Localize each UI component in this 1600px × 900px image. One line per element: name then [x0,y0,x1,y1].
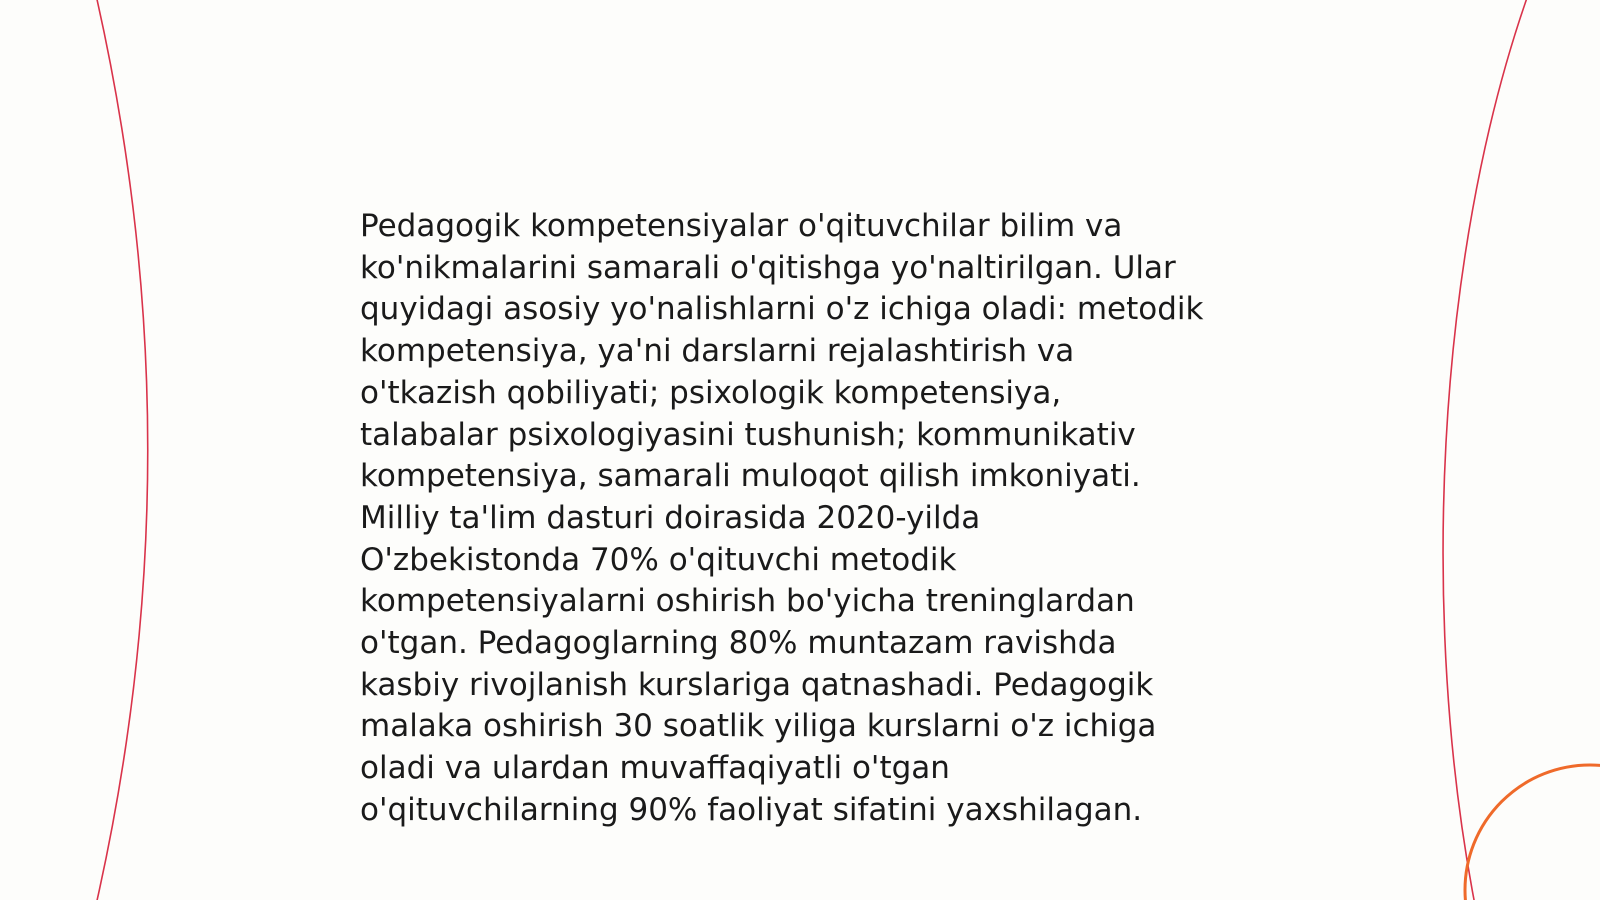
text-line: Milliy ta'lim dasturi doirasida 2020-yilda [360,499,981,536]
text-line: kasbiy rivojlanish kurslariga qatnashadi. Pedagogik [360,666,1154,703]
text-line: Pedagogik kompetensiyalar o'qituvchilar bilim va [360,208,1123,244]
text-line: kompetensiya, ya'ni darslarni rejalashtirish va [360,333,1075,370]
text-line: talabalar psixologiyasini tushunish; kommunikativ [360,416,1136,453]
text-line: o'qituvchilarning 90% faoliyat sifatini yaxshilagan. [360,791,1143,828]
text-line: ko'nikmalarini samarali o'qitishga yo'naltirilgan. Ular [360,249,1176,286]
slide-body-text [360,206,1260,832]
text-line: o'tgan. Pedagoglarning 80% muntazam ravishda [360,625,1117,662]
text-line: O'zbekistonda 70% o'qituvchi metodik [360,541,957,578]
orange-circle-arc [1465,765,1600,900]
text-line: o'tkazish qobiliyati; psixologik kompetensiya, [360,374,1062,411]
left-red-arc [96,0,148,900]
text-line: malaka oshirish 30 soatlik yiliga kurslarni o'z ichiga [360,708,1157,745]
text-line: kompetensiyalarni oshirish bo'yicha treninglardan [360,583,1135,620]
text-line: quyidagi asosiy yo'nalishlarni o'z ichiga oladi: metodik [360,291,1204,328]
right-red-arc [1443,0,1528,900]
text-line: oladi va ulardan muvaffaqiyatli o'tgan [360,750,950,787]
text-line: kompetensiya, samarali muloqot qilish imkoniyati. [360,458,1141,495]
